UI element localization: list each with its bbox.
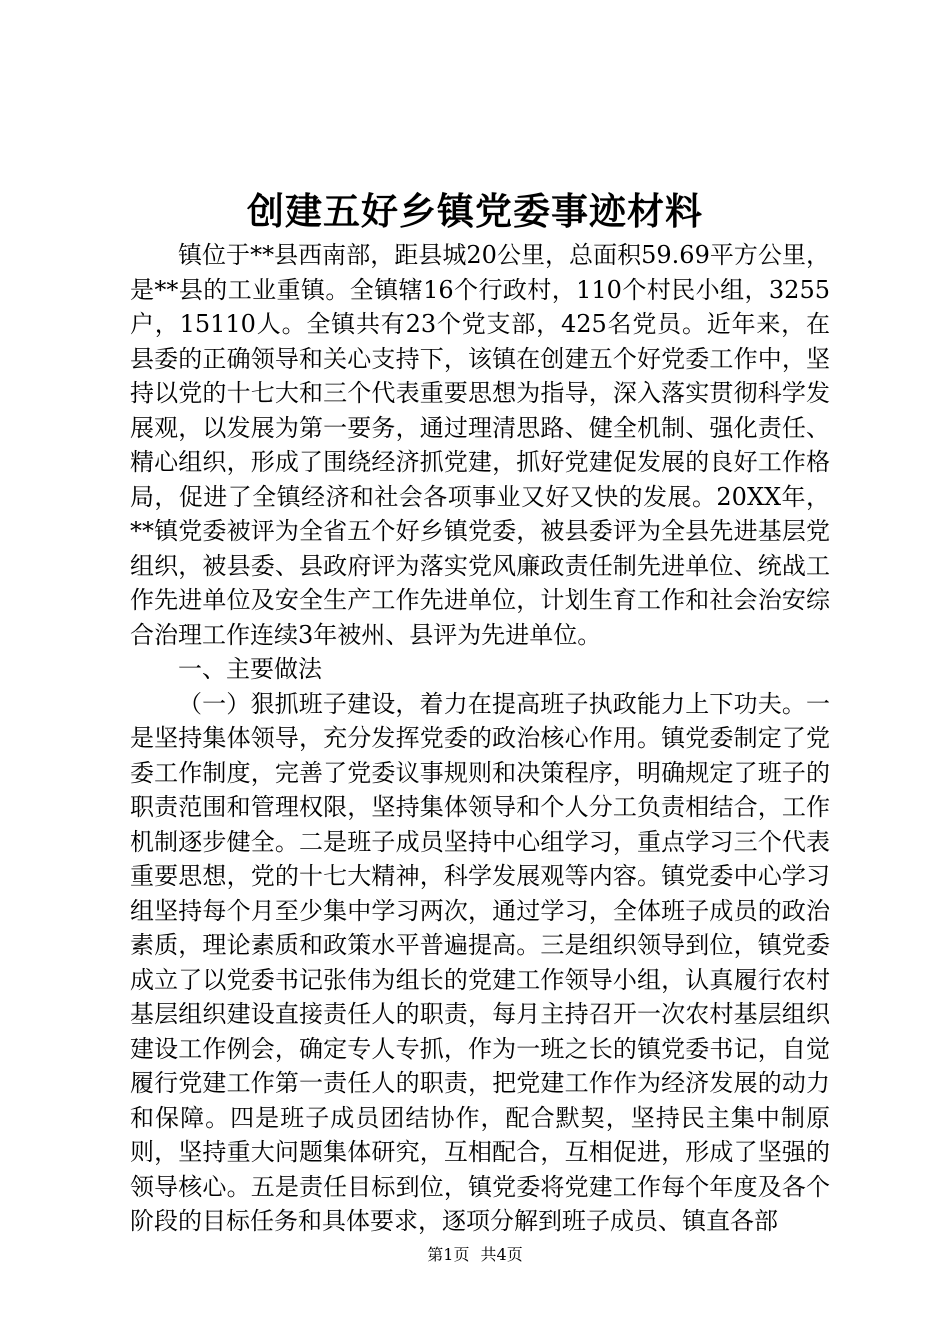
page-total: 共4页 <box>480 1245 523 1264</box>
document-title: 创建五好乡镇党委事迹材料 <box>247 189 703 233</box>
section-heading: 一、主要做法 <box>178 655 322 683</box>
page-number: 第1页 <box>427 1245 470 1264</box>
section-paragraph: （一）狠抓班子建设，着力在提高班子执政能力上下功夫。一是坚持集体领导，充分发挥党委的政治核心作用。镇党委制定了党委工作制度，完善了党委议事规则和决策程序，明确规定了班子的职责范围和管理权限，坚持集体领导和个人分工负责相结合，工作机制逐步健全。二是班子成员坚持中心组学习，重点学习三个代表重要思想，党的十七大精神，科学发展观等内容。镇党委中心学习组坚持每个月至少集中学习两次，通过学习，全体班子成员的政治素质，理论素质和政策水平普遍提高。三是组织领导到位，镇党委成立了以党委书记张伟为组长的党建工作领导小组，认真履行农村基层组织建设直接责任人的职责，每月主持召开一次农村基层组织建设工作例会，确定专人专抓，作为一班之长的镇党委书记，自觉履行党建工作第一责任人的职责，把党建工作作为经济发展的动力和保障。四是班子成员团结协作，配合默契，坚持民主集中制原则，坚持重大问题集体研究，互相配合，互相促进，形成了坚强的领导核心。五是责任目标到位，镇党委将党建工作每个年度及各个阶段的目标任务和具体要求，逐项分解到班子成员、镇直各部 <box>130 689 830 1235</box>
document-body <box>130 238 830 1239</box>
page-footer <box>0 1244 950 1266</box>
intro-paragraph: 镇位于**县西南部，距县城20公里，总面积59.69平方公里，是**县的工业重镇。全镇辖16个行政村，110个村民小组，3255户，15110人。全镇共有23个党支部，425名党员。近年来，在县委的正确领导和关心支持下，该镇在创建五个好党委工作中，坚持以党的十七大和三个代表重要思想为指导，深入落实贯彻科学发展观，以发展为第一要务，通过理清思路、健全机制、强化责任、精心组织，形成了围绕经济抓党建，抓好党建促发展的良好工作格局，促进了全镇经济和社会各项事业又好又快的发展。20XX年，**镇党委被评为全省五个好乡镇党委，被县委评为全县先进基层党组织，被县委、县政府评为落实党风廉政责任制先进单位、统战工作先进单位及安全生产工作先进单位，计划生育工作和社会治安综合治理工作连续3年被州、县评为先进单位。 <box>130 241 830 649</box>
